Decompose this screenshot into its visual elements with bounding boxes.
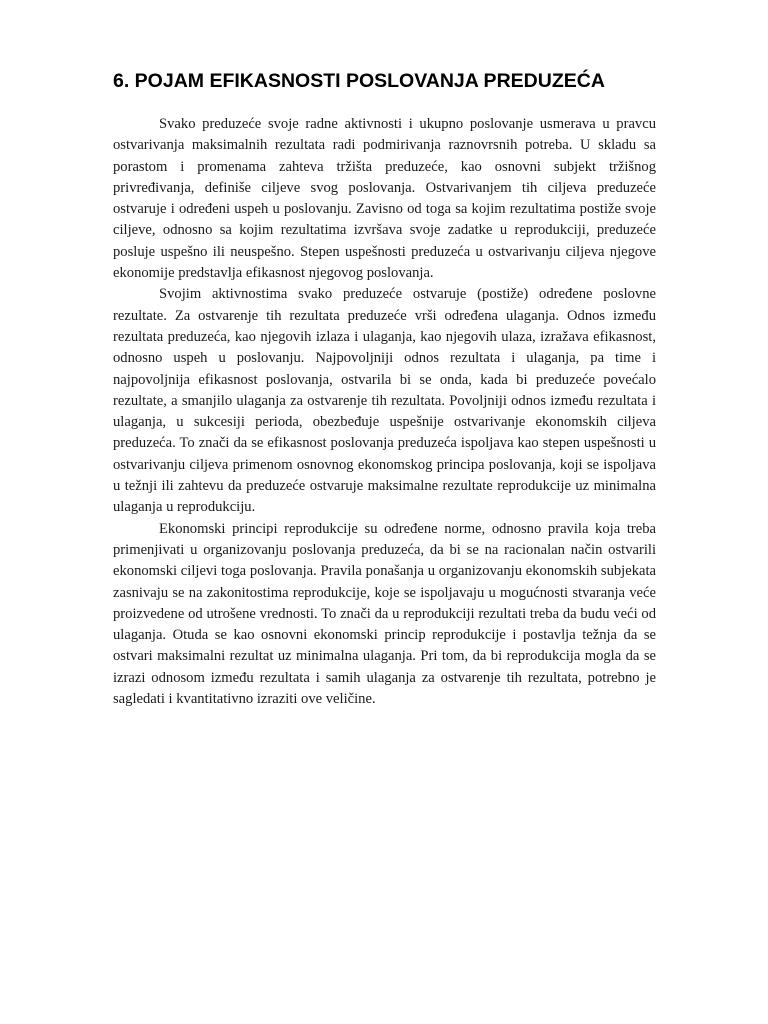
document-body [113,114,656,710]
section-title: 6. POJAM EFIKASNOSTI POSLOVANJA PREDUZEĆA [113,70,605,92]
paragraph: Svojim aktivnostima svako preduzeće ostvaruje (postiže) određene poslovne rezultate. Za ostvarenje tih rezultata preduzeće vrši određena ulaganja. Odnos između rezultata preduzeća, kao njegovih izlaza i ulaganja, kao njegovih ulaza, izražava efikasnost, odnosno uspeh u poslovanju. Najpovoljniji odnos rezultata i ulaganja, pa time i najpovoljnija efikasnost poslovanja, ostvarila bi se onda, kada bi preduzeće povećalo rezultate, a smanjilo ulaganja za ostvarenje tih rezultata. Povoljniji odnos između rezultata i ulaganja, u sukcesiji perioda, obezbeđuje uspešnije ostvarivanje ekonomskih ciljeva preduzeća. To znači da se efikasnost poslovanja preduzeća ispoljava kao stepen uspešnosti u ostvarivanju ciljeva primenom osnovnog ekonomskog principa poslovanja, koji se ispoljava u težnji ili zahtevu da preduzeće ostvaruje maksimalne rezultate reprodukcije uz minimalna ulaganja u reprodukciju. [113,286,656,516]
paragraph: Ekonomski principi reprodukcije su određene norme, odnosno pravila koja treba primenjivati u organizovanju poslovanja preduzeća, da bi se na racionalan način ostvarili ekonomski ciljevi toga poslovanja. Pravila ponašanja u organizovanju ekonomskih subjekata zasnivaju se na zakonitostima reprodukcije, koje se ispoljavaju u mogućnosti stvaranja veće proizvedene od utrošene vrednosti. To znači da u reprodukciji rezultati treba da budu veći od ulaganja. Otuda se kao osnovni ekonomski princip reprodukcije i postavlja težnja da se ostvari maksimalni rezultat uz minimalna ulaganja. Pri tom, da bi reprodukcija mogla da se izrazi odnosom između rezultata i samih ulaganja za ostvarenje tih rezultata, potrebno je sagledati i kvantitativno izraziti ove veličine. [113,520,656,708]
paragraph: Svako preduzeće svoje radne aktivnosti i ukupno poslovanje usmerava u pravcu ostvarivanja maksimalnih rezultata radi podmirivanja raznovrsnih potreba. U skladu sa porastom i promenama zahteva tržišta preduzeće, kao osnovni subjekt tržišnog privređivanja, definiše ciljeve svog poslovanja. Ostvarivanjem tih ciljeva preduzeće ostvaruje i određeni uspeh u poslovanju. Zavisno od toga sa kojim rezultatima postiže svoje ciljeve, odnosno sa kojim rezultatima izvršava svoje zadatke u reprodukciji, preduzeće posluje uspešno ili neuspešno. Stepen uspešnosti preduzeća u ostvarivanju ciljeva njegove ekonomije predstavlja efikasnost njegovog poslovanja. [113,116,656,282]
